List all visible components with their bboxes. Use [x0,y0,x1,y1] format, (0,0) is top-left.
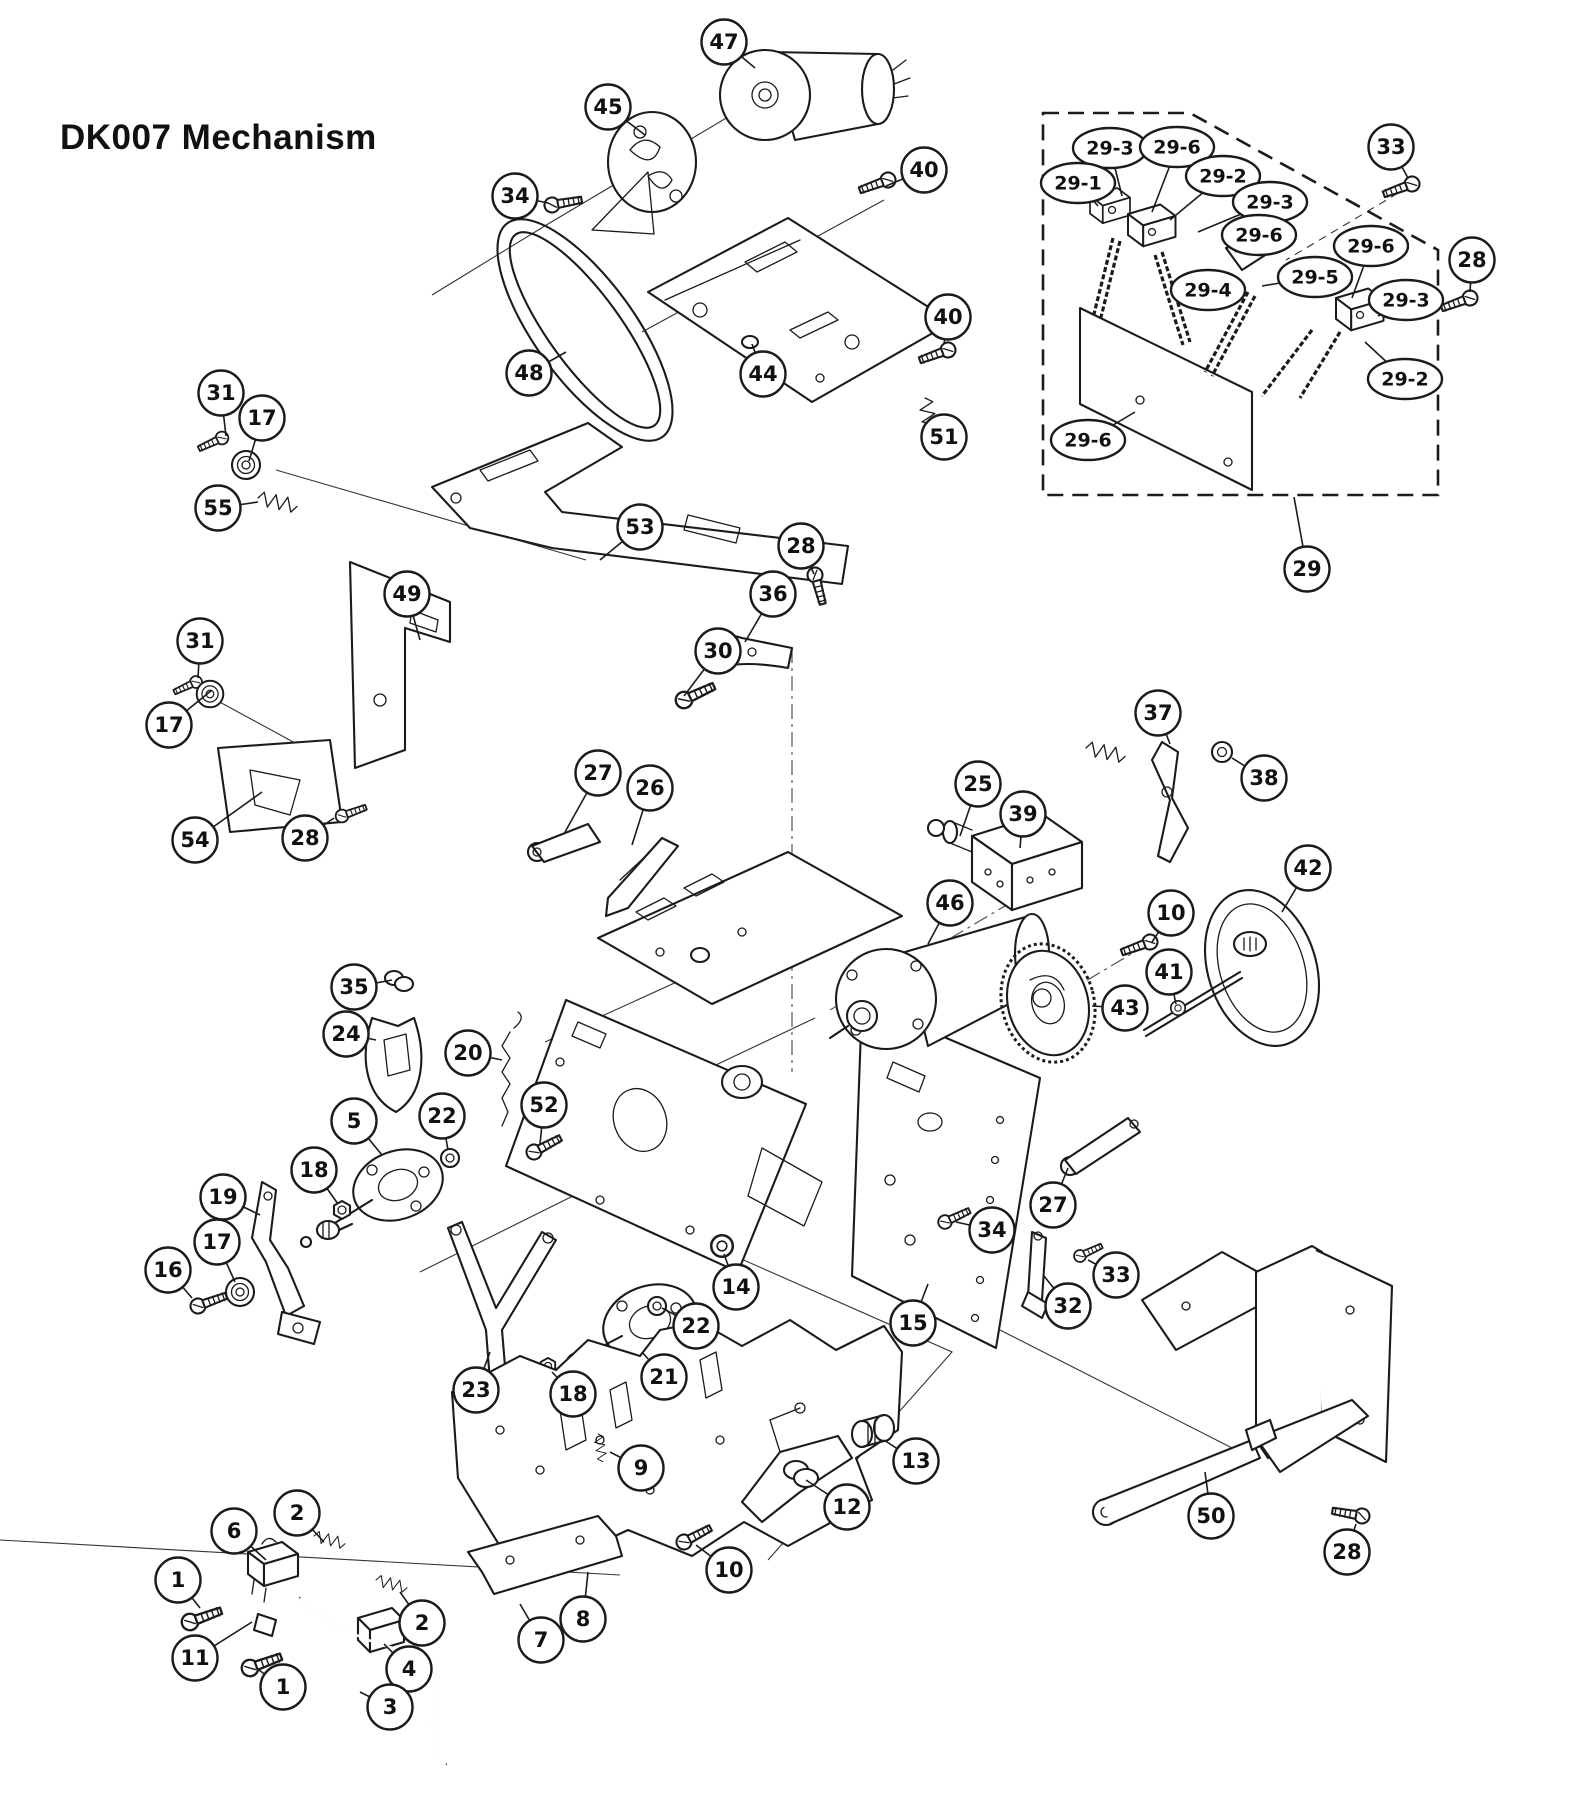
balloon-label: 29-6 [1153,136,1201,159]
balloon-label: 43 [1110,996,1140,1020]
callout-35 [332,965,393,1010]
balloon-label: 29-2 [1199,165,1247,188]
balloon-label: 28 [1457,248,1487,272]
balloon-label: 25 [963,772,993,796]
callout-45 [586,85,646,136]
balloon-label: 55 [203,496,233,520]
balloon-label: 28 [786,534,816,558]
callout-44 [741,344,786,397]
balloon-label: 42 [1293,856,1323,880]
balloon-label: 23 [461,1378,491,1402]
balloon-label: 27 [1038,1193,1068,1217]
balloon-label: 38 [1249,766,1279,790]
balloon-label: 31 [206,381,236,405]
callout-17 [240,396,285,462]
page-title: DK007 Mechanism [60,118,377,157]
balloon-label: 53 [625,515,655,539]
callout-10 [696,1545,752,1593]
balloon-label: 10 [714,1558,744,1582]
balloon-label: 34 [500,184,530,208]
callout-22 [420,1094,465,1151]
callout-49 [385,572,430,641]
balloon-label: 29-3 [1246,191,1294,214]
balloon-label: 29-5 [1291,266,1339,289]
callout-23 [454,1352,499,1413]
callout-34 [493,174,549,219]
balloon-label: 17 [202,1230,232,1254]
balloon-label: 24 [331,1022,361,1046]
callout-28 [1325,1524,1370,1575]
callout-5 [332,1099,383,1156]
callout-33 [1369,125,1414,179]
balloon-label: 2 [289,1501,305,1525]
balloon-label: 40 [909,158,939,182]
balloon-label: 17 [154,713,184,737]
balloon-label: 19 [208,1185,238,1209]
callout-1 [156,1558,201,1609]
callout-46 [928,881,973,945]
balloon-label: 8 [575,1607,591,1631]
balloon-label: 26 [635,776,665,800]
balloon-label: 21 [649,1365,679,1389]
balloon-label: 33 [1376,135,1406,159]
callout-47 [702,20,756,69]
callout-31 [199,371,244,437]
callout-29 [1285,497,1330,592]
callout-42 [1282,846,1331,913]
balloon-label: 13 [901,1449,931,1473]
balloon-label: 33 [1101,1263,1131,1287]
balloon-label: 54 [180,828,210,852]
callout-17 [147,690,213,748]
callout-17 [195,1220,240,1283]
balloon-label: 35 [339,975,369,999]
callout-33 [1088,1253,1139,1298]
callout-2 [275,1491,325,1543]
balloon-label: 29-6 [1064,429,1112,452]
callout-2 [400,1592,445,1646]
balloon-label: 49 [392,582,422,606]
balloon-label: 40 [933,305,963,329]
balloon-label: 48 [514,361,544,385]
callout-29-6 [1222,215,1296,255]
callout-11 [173,1622,253,1681]
balloon-label: 12 [832,1495,862,1519]
callout-31 [178,619,223,679]
balloon-label: 31 [185,629,215,653]
callout-29-1 [1041,163,1115,206]
balloon-label: 1 [170,1568,186,1592]
callout-29-3 [1369,280,1443,320]
balloon-label: 52 [529,1093,559,1117]
callout-15 [891,1284,936,1346]
balloon-label: 29-3 [1086,137,1134,160]
callout-38 [1232,756,1287,801]
callout-18 [292,1148,339,1205]
callout-8 [561,1572,606,1642]
callout-6 [212,1509,267,1561]
callout-48 [507,351,567,396]
balloon-label: 29-6 [1347,235,1395,258]
callout-28 [1450,238,1495,293]
balloon-label: 16 [153,1258,183,1282]
callout-22 [662,1304,719,1349]
callout-39 [1001,792,1046,849]
callout-28 [779,524,824,575]
callout-7 [519,1604,564,1663]
balloon-label: 4 [401,1657,417,1681]
balloon-label: 10 [1156,901,1186,925]
balloon-label: 28 [1332,1540,1362,1564]
balloon-label: 29-1 [1054,172,1102,195]
callout-29-2 [1365,342,1442,399]
callout-30 [684,629,741,697]
balloon-label: 29-3 [1382,289,1430,312]
callout-27 [1031,1168,1076,1228]
callout-51 [922,415,967,460]
callout-54 [173,792,263,863]
callout-12 [806,1480,870,1530]
balloon-label: 29-4 [1184,279,1232,302]
balloon-label: 22 [681,1314,711,1338]
callout-29-5 [1262,257,1352,297]
balloon-label: 29-2 [1381,368,1429,391]
balloon-label: 37 [1143,701,1173,725]
callout-37 [1136,691,1181,745]
callout-13 [884,1439,939,1484]
callout-40 [926,295,971,345]
balloon-label: 45 [593,95,623,119]
balloon-label: 3 [382,1695,398,1719]
callout-3 [360,1685,413,1730]
balloon-label: 30 [703,639,733,663]
callout-10 [1149,891,1194,943]
callout-27 [565,751,621,833]
callout-19 [201,1175,261,1220]
callout-43 [1092,986,1148,1031]
balloon-label: 51 [929,425,959,449]
callout-53 [600,505,663,561]
callout-55 [196,486,259,531]
callout-41 [1147,950,1192,1005]
callout-18 [551,1372,596,1417]
callout-25 [956,762,1001,837]
balloon-label: 6 [226,1519,242,1543]
balloon-label: 47 [709,30,739,54]
callout-16 [146,1248,193,1299]
balloon-label: 7 [533,1628,549,1652]
balloon-label: 17 [247,406,277,430]
balloon-label: 46 [935,891,965,915]
callout-29-6 [1051,412,1135,460]
balloon-label: 44 [748,362,778,386]
callout-26 [628,766,673,846]
balloon-label: 29 [1292,557,1322,581]
callout-9 [610,1446,664,1491]
callout-50 [1189,1472,1234,1539]
callout-34 [956,1208,1015,1253]
balloon-label: 9 [633,1456,649,1480]
balloon-label: 29-6 [1235,224,1283,247]
balloon-label: 50 [1196,1504,1226,1528]
callout-21 [642,1352,687,1400]
callout-29-4 [1171,270,1245,310]
callout-20 [446,1031,503,1076]
balloon-label: 14 [721,1275,751,1299]
balloon-label: 41 [1154,960,1184,984]
balloon-label: 32 [1053,1294,1083,1318]
balloon-label: 20 [453,1041,483,1065]
callout-32 [1044,1276,1091,1329]
callout-14 [714,1254,759,1310]
balloon-label: 5 [346,1109,362,1133]
balloon-label: 18 [558,1382,588,1406]
balloon-label: 28 [290,826,320,850]
balloon-label: 39 [1008,802,1038,826]
callout-36 [745,572,796,643]
callout-28 [283,816,335,861]
callout-40 [886,148,947,193]
balloon-label: 15 [898,1311,928,1335]
balloon-label: 18 [299,1158,329,1182]
balloon-label: 34 [977,1218,1007,1242]
balloon-label: 22 [427,1104,457,1128]
balloon-label: 27 [583,761,613,785]
callout-52 [522,1083,567,1145]
callout-24 [324,1012,377,1057]
callout-1 [256,1665,306,1710]
balloon-label: 2 [414,1611,430,1635]
balloon-label: 36 [758,582,788,606]
balloon-label: 1 [275,1675,291,1699]
balloon-label: 11 [180,1646,210,1670]
